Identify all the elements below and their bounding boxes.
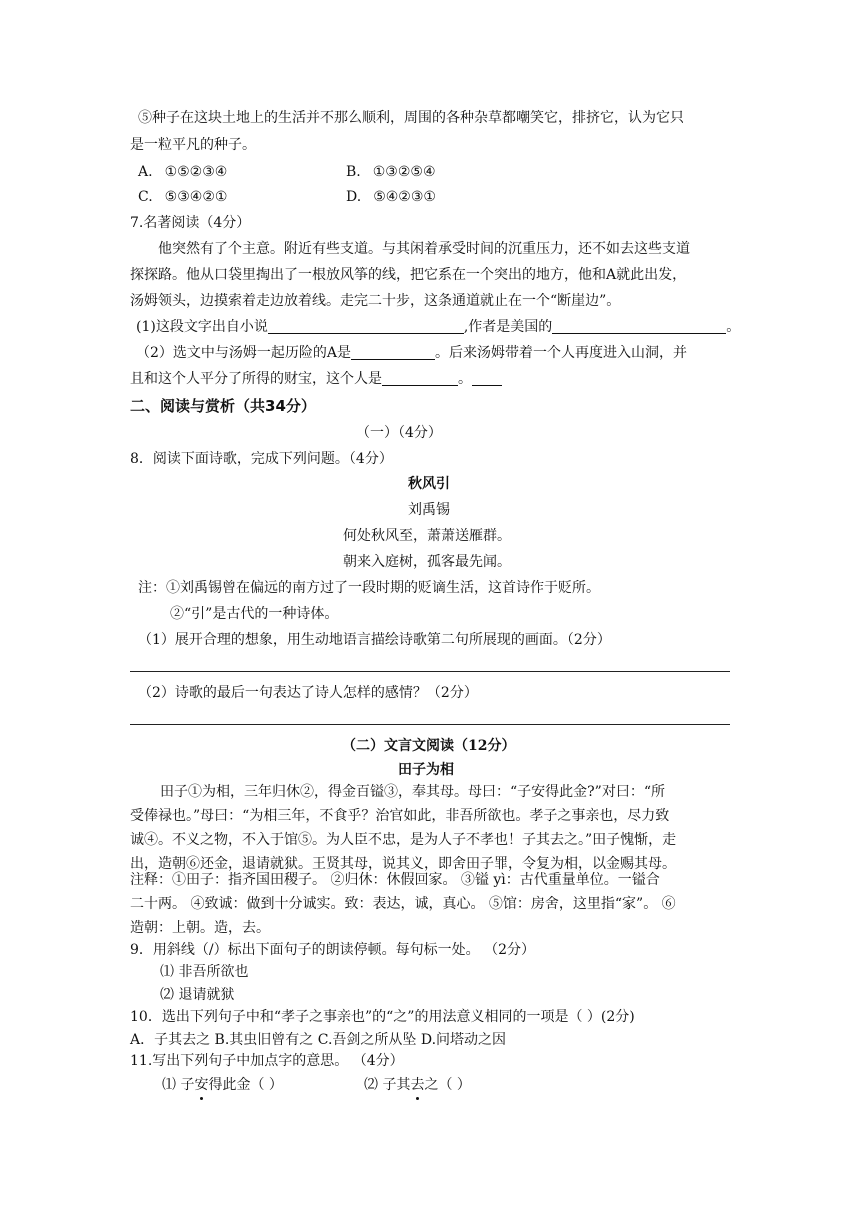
q7-sub1-end: 。: [726, 319, 741, 335]
poem-author: 刘禹锡: [408, 502, 450, 518]
poem-note2: ②“引”是古代的一种诗体。: [170, 606, 339, 622]
q10-title: 10．选出下列句子中和“孝子之事亲也”的“之”的用法意义相同的一项是（ ）(2分): [130, 1009, 635, 1025]
q11-item2-pre: ⑵ 子其: [364, 1077, 411, 1093]
q8-sub2: （2）诗歌的最后一句表达了诗人怎样的感情？（2分）: [138, 685, 478, 701]
article-title: 田子为相: [398, 762, 454, 778]
q7-sub2-line2-text: 且和这个人平分了所得的财宝，这个人是: [130, 371, 382, 387]
answer-blank-novel[interactable]: [268, 317, 464, 334]
q7-sub1-prompt: (1)这段文字出自小说: [136, 319, 268, 335]
q7-sub1: [136, 317, 740, 337]
answer-line-q8-1[interactable]: [130, 671, 730, 672]
q7-sub2-line2: [130, 369, 502, 389]
q6-option-d: [346, 187, 436, 207]
option-text: ①③②⑤④: [372, 164, 436, 180]
q7-sub2-end: 。: [458, 371, 472, 387]
q6-option-c: [138, 187, 227, 207]
q11-item1-pre: ⑴ 子: [162, 1077, 195, 1093]
notes-line1: 注释：①田子：指齐国田稷子。 ②归休：休假回家。 ③镒 yì：古代重量单位。一镒合: [130, 872, 660, 888]
option-text: ⑤③④②①: [164, 189, 228, 205]
q11-item2-post[interactable]: 之（ ）: [424, 1077, 471, 1093]
notes-line3: 造朝：上朝。造，去。: [130, 920, 270, 936]
answer-blank-companion[interactable]: [351, 343, 435, 360]
poem-line2: 朝来入庭树，孤客最先闻。: [343, 554, 511, 570]
poem-note1: 注：①刘禹锡曾在偏远的南方过了一段时期的贬谪生活，这首诗作于贬所。: [138, 580, 600, 596]
q6-option-b: [346, 162, 436, 182]
underline-tail: [472, 369, 502, 386]
article-line4: 出，造朝⑥还金，退请就狱。王贤其母，说其义，即舍田子罪，令复为相，以金赐其母。: [130, 856, 676, 872]
q6-item5-line1: ⑤种子在这块土地上的生活并不那么顺利，周围的各种杂草都嘲笑它，排挤它，认为它只: [138, 110, 684, 126]
q11-title: 11.写出下列句子中加点字的意思。 （4分）: [130, 1053, 404, 1069]
poem-title: 秋风引: [408, 476, 450, 492]
option-text: ⑤④②③①: [373, 189, 436, 205]
dotted-char-qu: 去: [410, 1077, 425, 1093]
q7-sub2-cont: 。后来汤姆带着一个人再度进入山洞，并: [435, 345, 688, 361]
answer-blank-author[interactable]: [552, 317, 726, 334]
q7-title: 7.名著阅读（4分）: [130, 215, 251, 231]
q7-sub2: [136, 343, 687, 363]
section2-title: 二、阅读与赏析（共34分）: [130, 397, 316, 415]
q10-options: A．子其去之 B.其虫旧曾有之 C.吾剑之所从坠 D.问塔动之因: [130, 1032, 507, 1048]
q6-item5-line2: 是一粒平凡的种子。: [130, 137, 256, 153]
option-text: ①⑤②③④: [164, 164, 228, 180]
q7-sub2-prompt: （2）选文中与汤姆一起历险的A是: [136, 345, 352, 361]
article-line1: 田子①为相，三年归休②，得金百镒③，奉其母。母曰：“子安得此金?”对曰：“所: [160, 784, 665, 800]
q8-sub1: （1）展开合理的想象，用生动地语言描绘诗歌第二句所展现的画面。（2分）: [138, 632, 611, 648]
q11-item1-post[interactable]: 得此金（ ）: [208, 1077, 283, 1093]
q6-option-a: [138, 162, 227, 182]
answer-blank-partner[interactable]: [382, 369, 458, 386]
q9-item1[interactable]: ⑴ 非吾所欲也: [160, 964, 249, 980]
q7-sub1-author-prompt: ,作者是美国的: [463, 319, 553, 335]
q7-passage-line1: 他突然有了个主意。附近有些支道。与其闲着承受时间的沉重压力，还不如去这些支道: [158, 241, 690, 257]
option-label: D.: [346, 189, 362, 205]
part1-title: （一）（4分）: [356, 425, 442, 441]
dotted-char-an: 安: [194, 1077, 209, 1093]
q11-item2: [364, 1075, 471, 1095]
article-line2: 受俸禄也。”母曰：“为相三年，不食乎？治官如此，非吾所欲也。孝子之事亲也，尽力致: [130, 808, 670, 824]
q7-passage-line3: 汤姆领头，边摸索着走边放着线。走完二十步，这条通道就止在一个“断崖边”。: [130, 293, 621, 309]
article-line3: 诚④。不义之物，不入于馆⑤。为人臣不忠，是为人子不孝也！子其去之。”田子愧惭，走: [130, 832, 677, 848]
q9-title: 9．用斜线（/）标出下面句子的朗读停顿。每句标一处。 （2分）: [130, 942, 535, 958]
answer-line-q8-2[interactable]: [130, 724, 730, 725]
notes-line2: 二十两。 ④致诚：做到十分诚实。致：表达，诚，真心。 ⑤馆：房舍，这里指“家”。 ⑥: [130, 896, 676, 912]
option-label: A.: [138, 164, 153, 180]
option-label: C.: [138, 189, 153, 205]
q9-item2[interactable]: ⑵ 退请就狱: [160, 987, 235, 1003]
poem-line1: 何处秋风至，萧萧送雁群。: [343, 528, 511, 544]
option-label: B.: [346, 164, 361, 180]
q8-intro: 8．阅读下面诗歌，完成下列问题。（4分）: [130, 451, 393, 467]
q7-passage-line2: 探探路。他从口袋里掏出了一根放风筝的线，把它系在一个突出的地方，他和A就此出发，: [130, 267, 687, 283]
q11-item1: [162, 1075, 283, 1095]
part2-title: （二）文言文阅读（12分）: [342, 738, 516, 754]
